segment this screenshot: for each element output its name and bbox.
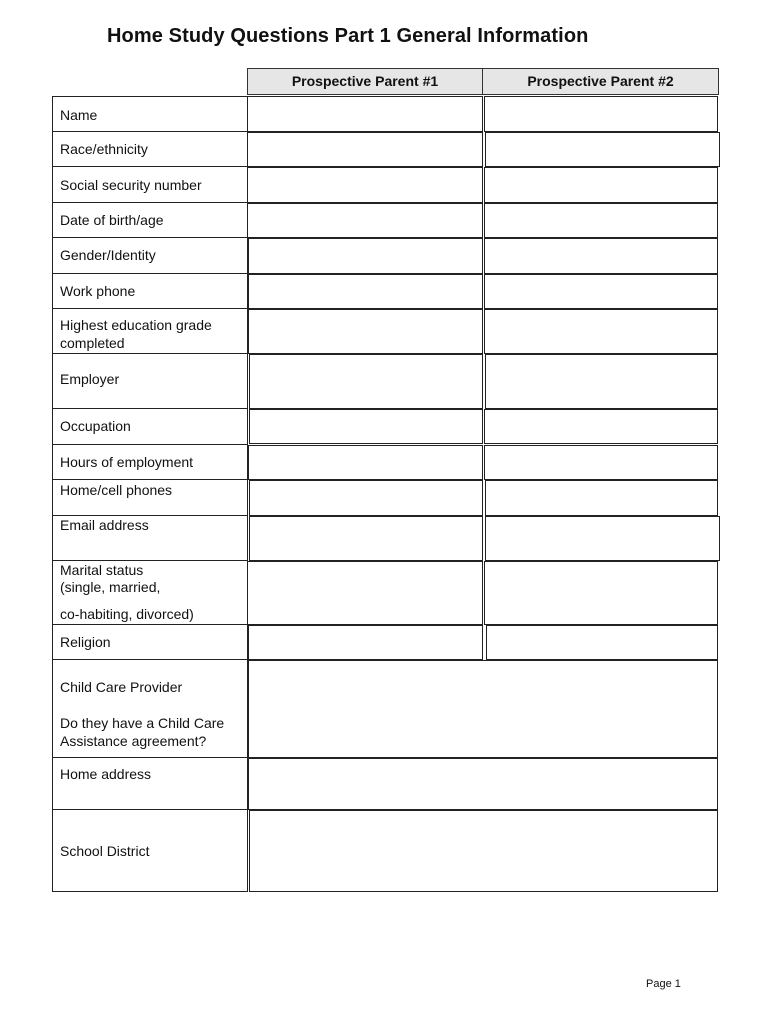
parent2-phones-field[interactable] <box>485 480 718 516</box>
parent1-email-field[interactable] <box>249 516 483 561</box>
parent1-race-field[interactable] <box>247 132 483 167</box>
label-marital-line3: co-habiting, divorced) <box>60 606 194 622</box>
parent2-occupation-field[interactable] <box>484 409 718 444</box>
column-header-parent-2: Prospective Parent #2 <box>482 68 719 95</box>
parent2-religion-field[interactable] <box>486 625 718 660</box>
parent2-name-field[interactable] <box>484 96 718 132</box>
parent1-marital-field[interactable] <box>247 561 483 625</box>
label-childcare-line3: Assistance agreement? <box>60 733 207 749</box>
parent2-gender-field[interactable] <box>484 238 718 274</box>
label-religion: Religion <box>60 634 111 650</box>
row-label-name <box>52 96 248 132</box>
row-label-gender <box>52 238 248 274</box>
label-marital-line1: Marital status <box>60 562 144 578</box>
school-district-field[interactable] <box>249 810 718 892</box>
label-education-line2: completed <box>60 335 125 351</box>
label-dob: Date of birth/age <box>60 212 164 228</box>
parent2-ssn-field[interactable] <box>484 167 718 203</box>
parent1-gender-field[interactable] <box>248 238 483 274</box>
row-label-childcare <box>52 660 248 758</box>
parent1-education-field[interactable] <box>248 309 483 354</box>
row-label-work-phone <box>52 274 248 309</box>
parent1-hours-field[interactable] <box>248 445 483 480</box>
label-school-district: School District <box>60 843 150 859</box>
row-label-email <box>52 516 248 561</box>
parent1-dob-field[interactable] <box>247 203 483 238</box>
label-employer: Employer <box>60 371 120 387</box>
parent2-work-phone-field[interactable] <box>484 274 718 309</box>
label-occupation: Occupation <box>60 418 131 434</box>
row-label-occupation <box>52 409 248 445</box>
parent2-employer-field[interactable] <box>485 354 718 409</box>
parent2-race-field[interactable] <box>485 132 720 167</box>
row-label-ssn <box>52 167 248 203</box>
label-education-line1: Highest education grade <box>60 317 212 333</box>
home-address-field[interactable] <box>248 758 718 810</box>
parent1-name-field[interactable] <box>247 96 483 132</box>
label-race: Race/ethnicity <box>60 141 148 157</box>
label-childcare-line2: Do they have a Child Care <box>60 715 225 731</box>
parent2-dob-field[interactable] <box>484 203 718 238</box>
column-header-parent-1: Prospective Parent #1 <box>247 68 483 95</box>
parent1-work-phone-field[interactable] <box>248 274 483 309</box>
label-home-address: Home address <box>60 766 152 782</box>
label-marital-line2: (single, married, <box>60 579 161 595</box>
parent1-phones-field[interactable] <box>249 480 483 516</box>
label-hours: Hours of employment <box>60 454 194 470</box>
row-label-home-address <box>52 758 248 810</box>
parent1-religion-field[interactable] <box>248 625 483 660</box>
label-gender: Gender/Identity <box>60 247 156 263</box>
page-number: Page 1 <box>646 978 681 990</box>
label-work-phone: Work phone <box>60 283 136 299</box>
row-label-education <box>52 309 248 354</box>
row-label-phones <box>52 480 248 516</box>
parent2-education-field[interactable] <box>484 309 718 354</box>
row-label-race <box>52 132 248 167</box>
parent2-email-field[interactable] <box>485 516 720 561</box>
label-name: Name <box>60 107 98 123</box>
parent1-employer-field[interactable] <box>249 354 483 409</box>
parent1-occupation-field[interactable] <box>249 409 483 444</box>
row-label-marital <box>52 561 248 625</box>
row-label-employer <box>52 354 248 409</box>
parent1-ssn-field[interactable] <box>247 167 483 203</box>
row-label-dob <box>52 203 248 238</box>
row-label-school-district <box>52 810 248 892</box>
parent2-hours-field[interactable] <box>484 445 718 480</box>
label-ssn: Social security number <box>60 177 202 193</box>
parent2-marital-field[interactable] <box>484 561 718 625</box>
label-childcare-line1: Child Care Provider <box>60 679 183 695</box>
childcare-provider-field[interactable] <box>248 660 718 758</box>
label-phones: Home/cell phones <box>60 482 173 498</box>
row-label-religion <box>52 625 248 660</box>
page-title: Home Study Questions Part 1 General Information <box>107 25 589 47</box>
label-email: Email address <box>60 517 149 533</box>
row-label-hours <box>52 445 248 480</box>
